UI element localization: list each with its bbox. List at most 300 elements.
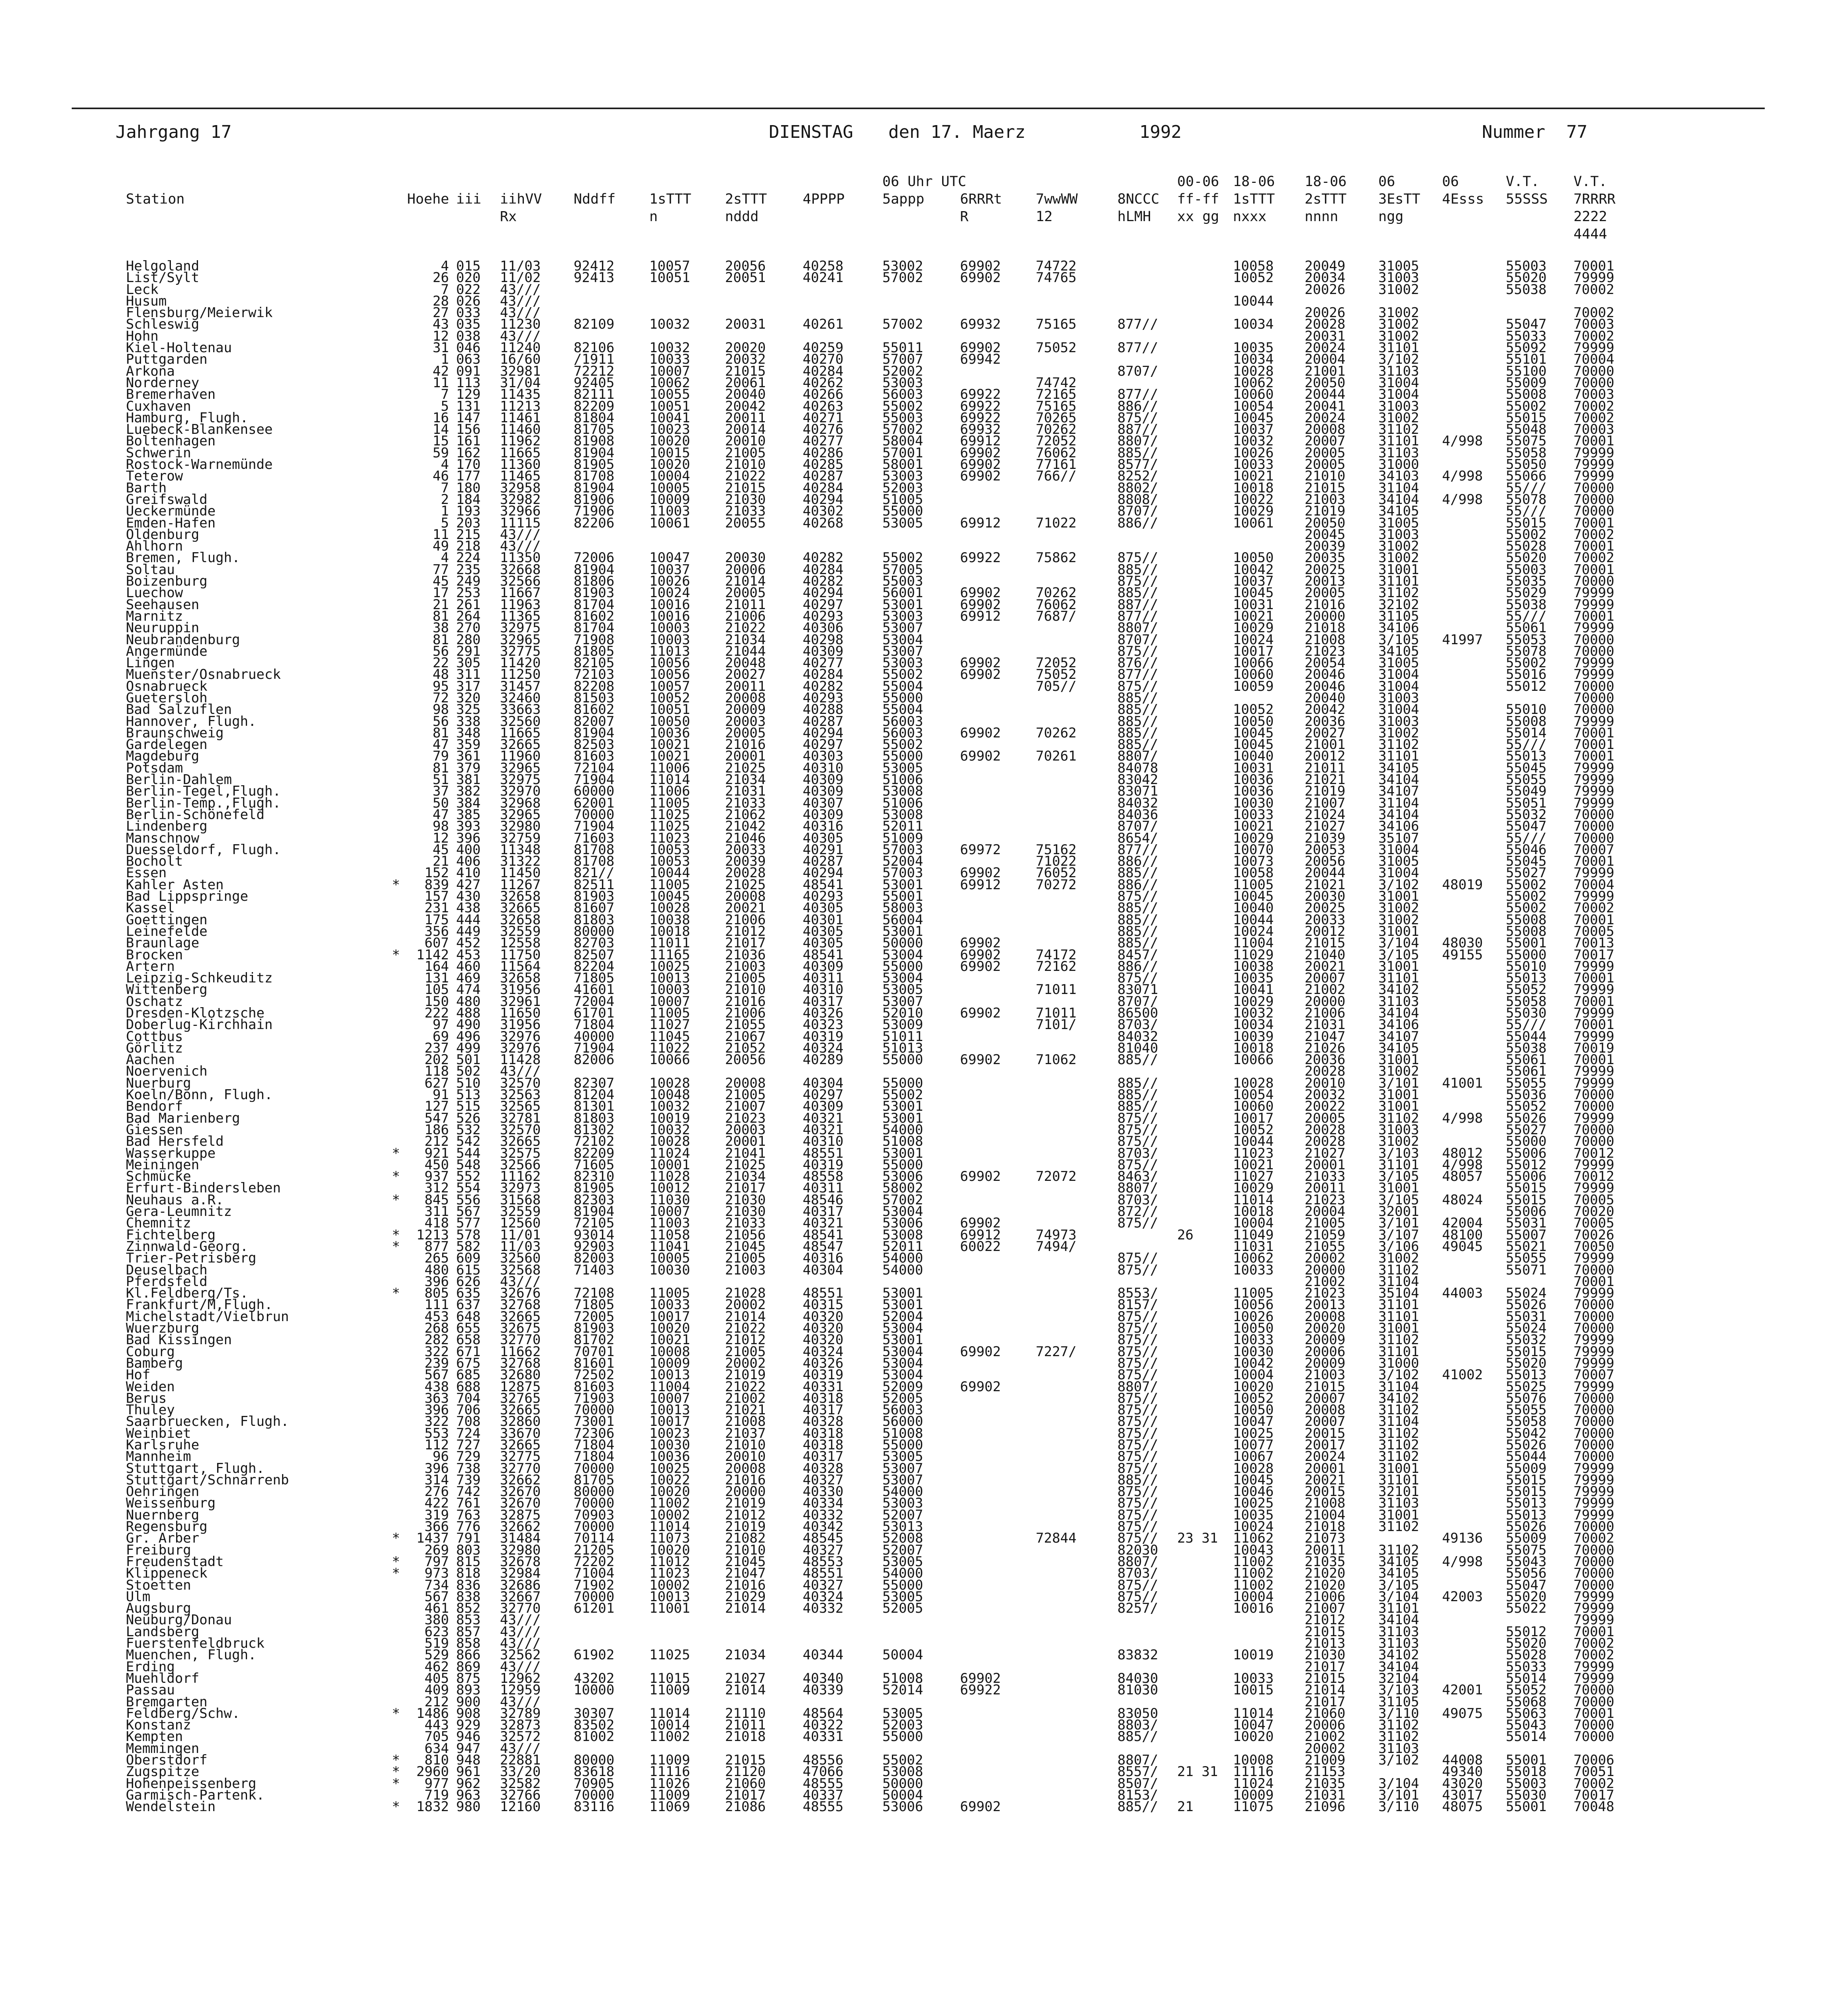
ground-temp-cell: 31004 [1378, 374, 1419, 391]
station-marker-cell: * [392, 1227, 400, 1243]
wind-max-cell [1177, 494, 1233, 506]
min-temp-cell: 21030 [1305, 1647, 1346, 1663]
sunshine-cell: 55013 [1506, 1507, 1547, 1523]
header-station-index [456, 208, 500, 225]
nddff-cell: 71805 [574, 1297, 615, 1313]
group-2sttt-cell: 21014 [725, 573, 766, 590]
station-name-cell: Norderney [126, 374, 200, 391]
nddff-cell: 71906 [574, 503, 615, 520]
sunshine-cell: 55044 [1506, 1028, 1547, 1045]
cloud-cell [1117, 284, 1177, 296]
station-index-cell: 671 [456, 1343, 481, 1360]
tendency-cell: 53004 [882, 631, 923, 648]
wind-max-cell [1177, 1626, 1233, 1638]
tendency-cell: 52009 [882, 1378, 923, 1395]
cloud-cell: 83071 [1117, 783, 1158, 800]
ground-temp-cell: 31002 [1378, 410, 1419, 426]
wind-max-cell [1177, 1299, 1233, 1311]
ground-temp-cell: 3/110 [1378, 1705, 1419, 1721]
sunshine-cell: 55043 [1506, 1717, 1547, 1733]
min-temp-cell: 20036 [1305, 713, 1346, 729]
nddff-cell: 71804 [574, 1449, 615, 1465]
elevation-cell: 79 [433, 748, 449, 765]
tendency-cell: 53001 [882, 923, 923, 939]
nddff-cell: 82007 [574, 713, 615, 729]
ground-temp-cell: 31005 [1378, 515, 1419, 531]
precipitation-cell: 69902 [960, 748, 1001, 765]
min-temp-cell: 20040 [1305, 690, 1346, 706]
max-temp-cell: 10008 [1233, 1752, 1274, 1768]
station-marker-cell: * [392, 1192, 400, 1208]
station-row [124, 678, 1766, 694]
pressure-cell: 48541 [803, 1227, 844, 1243]
elevation-cell: 627 [424, 1075, 449, 1091]
station-name-cell: Boizenburg [126, 573, 208, 590]
station-marker-cell [385, 424, 407, 435]
tendency-cell: 57002 [882, 422, 923, 438]
min-temp-cell: 20046 [1305, 667, 1346, 683]
iihvv-cell: 33663 [500, 702, 541, 718]
nddff-cell: 82209 [574, 398, 615, 414]
sunshine-cell: 55006 [1506, 1169, 1547, 1185]
station-row [124, 1731, 1766, 1743]
station-index-cell: 556 [456, 1192, 481, 1208]
group-2sttt-cell: 21023 [725, 1110, 766, 1126]
ground-temp-cell: 31101 [1378, 1157, 1419, 1173]
station-marker-cell [385, 435, 407, 447]
precipitation-cell [960, 972, 1036, 984]
station-name-cell: Leck [126, 281, 159, 298]
station-marker-cell [385, 646, 407, 657]
group-2sttt-cell: 20042 [725, 398, 766, 414]
weather-cell [1036, 1708, 1117, 1719]
station-index-cell: 567 [456, 1204, 481, 1220]
wind-max-cell [1177, 1404, 1233, 1416]
snow-cell [1442, 809, 1506, 821]
station-marker-cell [385, 471, 407, 482]
header-ground-temp: ngg [1378, 209, 1404, 225]
max-temp-cell: 11002 [1233, 1553, 1274, 1570]
iihvv-cell: 31484 [500, 1530, 541, 1547]
elevation-cell: 239 [424, 1355, 449, 1371]
weather-cell: 70262 [1036, 725, 1077, 741]
station-name-cell: Bad Salzuflen [126, 702, 232, 718]
nddff-cell: 82303 [574, 1192, 615, 1208]
station-name-cell: Arkona [126, 363, 175, 379]
station-index-cell: 803 [456, 1542, 481, 1558]
wind-max-cell [1177, 564, 1233, 576]
station-name-cell: Berlin-Schönefeld [126, 806, 265, 823]
tendency-cell: 55000 [882, 748, 923, 765]
min-temp-cell: 20030 [1305, 888, 1346, 905]
pressure-cell: 40320 [803, 1320, 844, 1337]
tendency-cell: 51011 [882, 1028, 923, 1045]
group-2sttt-cell: 21014 [725, 1682, 766, 1698]
max-temp-cell: 11031 [1233, 1238, 1274, 1255]
precip-total-cell: 70000 [1574, 1553, 1615, 1570]
nddff-cell: 81904 [574, 480, 615, 496]
ground-temp-cell: 31101 [1378, 748, 1419, 765]
nddff-cell: 92405 [574, 374, 615, 391]
ground-temp-cell: 31102 [1378, 1519, 1419, 1535]
precip-total-cell: 79999 [1574, 655, 1615, 671]
cloud-cell: 8703/ [1117, 1145, 1158, 1161]
station-index-cell: 727 [456, 1437, 481, 1453]
header-tendency: 06 Uhr UTC [882, 174, 966, 190]
sunshine-cell: 55052 [1506, 1682, 1547, 1698]
pressure-cell: 48546 [803, 1192, 844, 1208]
cloud-cell: 8707/ [1117, 993, 1158, 1010]
group-1sttt-cell: 11045 [649, 1028, 690, 1045]
pressure-cell: 40331 [803, 1378, 844, 1395]
precipitation-cell [960, 1626, 1036, 1638]
station-name-cell: Freiburg [126, 1542, 191, 1558]
tendency-cell: 53005 [882, 1553, 923, 1570]
group-1sttt-cell: 11023 [649, 1565, 690, 1582]
snow-cell: 48100 [1442, 1227, 1483, 1243]
iihvv-cell: 12962 [500, 1670, 541, 1686]
wind-max-cell [1177, 798, 1233, 809]
elevation-cell: 81 [433, 760, 449, 776]
elevation-cell: 56 [433, 643, 449, 659]
cloud-cell: 86500 [1117, 1005, 1158, 1021]
station-index-cell: 980 [456, 1799, 481, 1815]
pressure-cell [803, 284, 882, 296]
precipitation-cell [960, 809, 1036, 821]
snow-cell: 44008 [1442, 1752, 1483, 1768]
iihvv-cell: 32980 [500, 818, 541, 835]
tendency-cell: 51006 [882, 795, 923, 811]
elevation-cell: 438 [424, 1378, 449, 1395]
precipitation-cell: 69902 [960, 865, 1001, 881]
wind-max-cell [1177, 984, 1233, 996]
precipitation-cell [960, 798, 1036, 809]
precip-total-cell: 79999 [1574, 445, 1615, 461]
station-marker-cell [385, 704, 407, 716]
min-temp-cell: 20026 [1305, 305, 1346, 321]
max-temp-cell: 10032 [1233, 1005, 1274, 1021]
tendency-cell: 52003 [882, 1717, 923, 1733]
tendency-cell: 56000 [882, 1414, 923, 1430]
group-1sttt-cell [649, 529, 725, 541]
pressure-cell: 40344 [803, 1647, 844, 1663]
group-1sttt-cell: 11027 [649, 1017, 690, 1033]
elevation-cell: 519 [424, 1635, 449, 1652]
pressure-cell: 40289 [803, 1052, 844, 1068]
precip-total-cell: 79999 [1574, 865, 1615, 881]
snow-cell [1442, 389, 1506, 400]
cloud-cell [1117, 296, 1177, 307]
station-marker-cell [385, 1486, 407, 1498]
nddff-cell: /1911 [574, 351, 615, 368]
wind-max-cell [1177, 1159, 1233, 1171]
elevation-cell: 42 [433, 363, 449, 379]
tendency-cell: 53006 [882, 1169, 923, 1185]
station-name-cell: Soltau [126, 561, 175, 578]
weather-cell [1036, 1696, 1117, 1708]
elevation-cell: 22 [433, 655, 449, 671]
group-2sttt-cell: 21016 [725, 1577, 766, 1593]
group-1sttt-cell: 10057 [649, 258, 690, 274]
elevation-cell: 1 [441, 503, 449, 520]
group-1sttt-cell: 10033 [649, 351, 690, 368]
station-index-cell: 147 [456, 410, 481, 426]
group-1sttt-cell: 10036 [649, 725, 690, 741]
iihvv-cell: 32570 [500, 1075, 541, 1091]
wind-max-cell [1177, 1066, 1233, 1077]
weather-cell [1036, 1661, 1117, 1673]
header-tendency [882, 208, 960, 225]
snow-cell [1442, 331, 1506, 342]
group-2sttt-cell: 21056 [725, 1227, 766, 1243]
snow-cell: 48057 [1442, 1169, 1483, 1185]
precip-total-cell: 79999 [1574, 1588, 1615, 1605]
group-2sttt-cell: 21052 [725, 1040, 766, 1056]
tendency-cell [882, 284, 960, 296]
group-1sttt-cell: 10026 [649, 573, 690, 590]
elevation-cell: 21 [433, 596, 449, 613]
ground-temp-cell: 31001 [1378, 958, 1419, 974]
elevation-cell: 265 [424, 1250, 449, 1267]
pressure-cell: 40327 [803, 1472, 844, 1488]
max-temp-cell: 10060 [1233, 1098, 1274, 1115]
iihvv-cell: 11250 [500, 667, 541, 683]
iihvv-cell: 32781 [500, 1110, 541, 1126]
pressure-cell: 40327 [803, 1542, 844, 1558]
max-temp-cell: 10038 [1233, 958, 1274, 974]
nddff-cell: 71605 [574, 1157, 615, 1173]
wind-max-cell [1177, 809, 1233, 821]
precipitation-cell: 69902 [960, 1670, 1001, 1686]
min-temp-cell: 21040 [1305, 947, 1346, 963]
snow-cell: 49136 [1442, 1530, 1483, 1547]
group-2sttt-cell: 21017 [725, 1787, 766, 1803]
weather-cell [1036, 1755, 1117, 1766]
weather-cell: 71022 [1036, 853, 1077, 870]
weather-cell [1036, 1369, 1117, 1381]
station-name-cell: Dresden-Klotzsche [126, 1005, 265, 1021]
tendency-cell: 51008 [882, 1425, 923, 1441]
max-temp-cell: 10073 [1233, 853, 1274, 870]
pressure-cell: 40306 [803, 620, 844, 636]
wind-max-cell [1177, 1649, 1233, 1661]
pressure-cell: 40332 [803, 1507, 844, 1523]
snow-cell: 41002 [1442, 1367, 1483, 1383]
max-temp-cell: 10070 [1233, 841, 1274, 858]
station-marker-cell [385, 1451, 407, 1463]
ground-temp-cell: 31000 [1378, 457, 1419, 473]
station-index-cell: 015 [456, 258, 481, 274]
ground-temp-cell: 34102 [1378, 982, 1419, 998]
snow-cell [1442, 354, 1506, 365]
station-marker-cell: * [392, 947, 400, 963]
sunshine-cell: 55058 [1506, 1414, 1547, 1430]
max-temp-cell: 10041 [1233, 982, 1274, 998]
station-name-cell: Neuruppin [126, 620, 200, 636]
snow-cell [1442, 1311, 1506, 1323]
station-index-cell: 900 [456, 1694, 481, 1710]
max-temp-cell: 10052 [1233, 1121, 1274, 1138]
station-marker-cell [385, 774, 407, 786]
header-sunshine: V.T. [1506, 174, 1540, 190]
station-index-cell: 020 [456, 270, 481, 286]
nddff-cell: 71903 [574, 1390, 615, 1406]
wind-max-cell [1177, 284, 1233, 296]
nddff-cell: 10000 [574, 1682, 615, 1698]
max-temp-cell: 10021 [1233, 818, 1274, 835]
ground-temp-cell: 31002 [1378, 1250, 1419, 1267]
header-cloud [1117, 173, 1177, 190]
tendency-cell: 51008 [882, 1670, 923, 1686]
tendency-cell: 53002 [882, 258, 923, 274]
iihvv-cell: 11564 [500, 958, 541, 974]
header-ground-temp [1378, 225, 1442, 243]
ground-temp-cell: 3/106 [1378, 1238, 1419, 1255]
wind-max-cell [1177, 1358, 1233, 1369]
nddff-cell: 71804 [574, 1437, 615, 1453]
group-1sttt-cell: 10013 [649, 1367, 690, 1383]
station-row [124, 1801, 1766, 1813]
nddff-cell: 70903 [574, 1507, 615, 1523]
station-index-cell: 761 [456, 1495, 481, 1512]
pressure-cell: 40262 [803, 374, 844, 391]
elevation-cell: 547 [424, 1110, 449, 1126]
min-temp-cell: 20025 [1305, 900, 1346, 916]
header-wind-max: xx gg [1177, 209, 1219, 225]
station-row [124, 1600, 1766, 1617]
weather-cell [1036, 1358, 1117, 1369]
station-marker-cell [385, 1299, 407, 1311]
max-temp-cell: 10050 [1233, 1402, 1274, 1418]
tendency-cell: 53004 [882, 1367, 923, 1383]
station-marker-cell: * [392, 1775, 400, 1792]
precip-total-cell: 70000 [1574, 1682, 1615, 1698]
snow-cell [1442, 1638, 1506, 1649]
group-2sttt-cell: 21012 [725, 1507, 766, 1523]
wind-max-cell [1177, 1089, 1233, 1101]
station-name-cell: Noervenich [126, 1063, 208, 1080]
cloud-cell: 875// [1117, 1157, 1158, 1173]
precip-total-cell: 70000 [1574, 818, 1615, 835]
iihvv-cell: 32965 [500, 631, 541, 648]
sunshine-cell: 55078 [1506, 643, 1547, 659]
precipitation-cell: 69902 [960, 1052, 1001, 1068]
header-tendency [882, 225, 960, 243]
min-temp-cell: 21027 [1305, 1145, 1346, 1161]
group-1sttt-cell: 10020 [649, 1484, 690, 1500]
header-min-temp: 2sTTT [1305, 191, 1347, 207]
station-index-cell: 577 [456, 1215, 481, 1231]
station-marker-cell [385, 856, 407, 867]
iihvv-cell: 11230 [500, 316, 541, 333]
group-1sttt-cell: 11006 [649, 783, 690, 800]
precipitation-cell [960, 1755, 1036, 1766]
snow-cell: 49155 [1442, 947, 1483, 963]
tendency-cell: 54000 [882, 1250, 923, 1267]
station-name-cell: Bad Marienberg [126, 1110, 240, 1126]
precip-total-cell: 70001 [1574, 1052, 1615, 1068]
min-temp-cell: 20007 [1305, 1390, 1346, 1406]
max-temp-cell: 10043 [1233, 1542, 1274, 1558]
nddff-cell: 81503 [574, 690, 615, 706]
precipitation-cell: 69902 [960, 445, 1001, 461]
weather-cell: 70265 [1036, 410, 1077, 426]
station-index-cell: 836 [456, 1577, 481, 1593]
station-name-cell: Giessen [126, 1121, 183, 1138]
min-temp-cell: 21007 [1305, 795, 1346, 811]
nddff-cell: 81603 [574, 748, 615, 765]
elevation-cell: 72 [433, 690, 449, 706]
cloud-cell: 886// [1117, 876, 1158, 893]
iihvv-cell: 11461 [500, 410, 541, 426]
tendency-cell: 56003 [882, 725, 923, 741]
header-min-temp: nnnn [1305, 209, 1338, 225]
sunshine-cell: 55100 [1506, 363, 1547, 379]
station-index-cell: 379 [456, 760, 481, 776]
station-index-cell: 311 [456, 667, 481, 683]
iihvv-cell: 32562 [500, 1647, 541, 1663]
station-index-cell: 615 [456, 1262, 481, 1278]
station-name-cell: Lindenberg [126, 818, 208, 835]
min-temp-cell: 20011 [1305, 1180, 1346, 1196]
sunshine-cell: 55000 [1506, 947, 1547, 963]
station-name-cell: Bremerhaven [126, 386, 216, 403]
tendency-cell: 57003 [882, 841, 923, 858]
station-index-cell: 453 [456, 947, 481, 963]
station-index-cell: 853 [456, 1612, 481, 1628]
pressure-cell: 40261 [803, 316, 844, 333]
max-temp-cell: 10035 [1233, 1507, 1274, 1523]
precipitation-cell [960, 1498, 1036, 1509]
max-temp-cell: 10044 [1233, 1133, 1274, 1150]
station-name-cell: Schmücke [126, 1169, 191, 1185]
min-temp-cell: 21009 [1305, 1752, 1346, 1768]
pressure-cell: 40340 [803, 1670, 844, 1686]
snow-cell: 41997 [1442, 631, 1483, 648]
tendency-cell: 50004 [882, 1647, 923, 1663]
elevation-cell: 7 [441, 480, 449, 496]
min-temp-cell: 20011 [1305, 1542, 1346, 1558]
wind-max-cell [1177, 1206, 1233, 1218]
snow-cell [1442, 1381, 1506, 1393]
weather-cell [1036, 1568, 1117, 1579]
wind-max-cell [1177, 786, 1233, 797]
tendency-cell [882, 529, 960, 541]
station-marker-cell [385, 902, 407, 914]
group-1sttt-cell: 11015 [649, 1670, 690, 1686]
precip-total-cell: 70003 [1574, 386, 1615, 403]
group-1sttt-cell: 10018 [649, 923, 690, 939]
iihvv-cell: 32662 [500, 1519, 541, 1535]
pressure-cell: 47066 [803, 1764, 844, 1780]
station-name-cell: Oschatz [126, 993, 183, 1010]
elevation-cell: 111 [424, 1297, 449, 1313]
snow-cell: 4/998 [1442, 491, 1483, 508]
sunshine-cell: 55045 [1506, 760, 1547, 776]
group-1sttt-cell: 11165 [649, 947, 690, 963]
precip-total-cell: 70001 [1574, 1017, 1615, 1033]
max-temp-cell: 10030 [1233, 795, 1274, 811]
tendency-cell: 55000 [882, 1157, 923, 1173]
elevation-cell: 69 [433, 1028, 449, 1045]
station-index-cell: 875 [456, 1670, 481, 1686]
precip-total-cell: 79999 [1574, 1472, 1615, 1488]
station-index-cell: 554 [456, 1180, 481, 1196]
pressure-cell: 40319 [803, 1157, 844, 1173]
min-temp-cell: 21015 [1305, 935, 1346, 951]
ground-temp-cell: 31004 [1378, 702, 1419, 718]
precipitation-cell: 69902 [960, 468, 1001, 484]
